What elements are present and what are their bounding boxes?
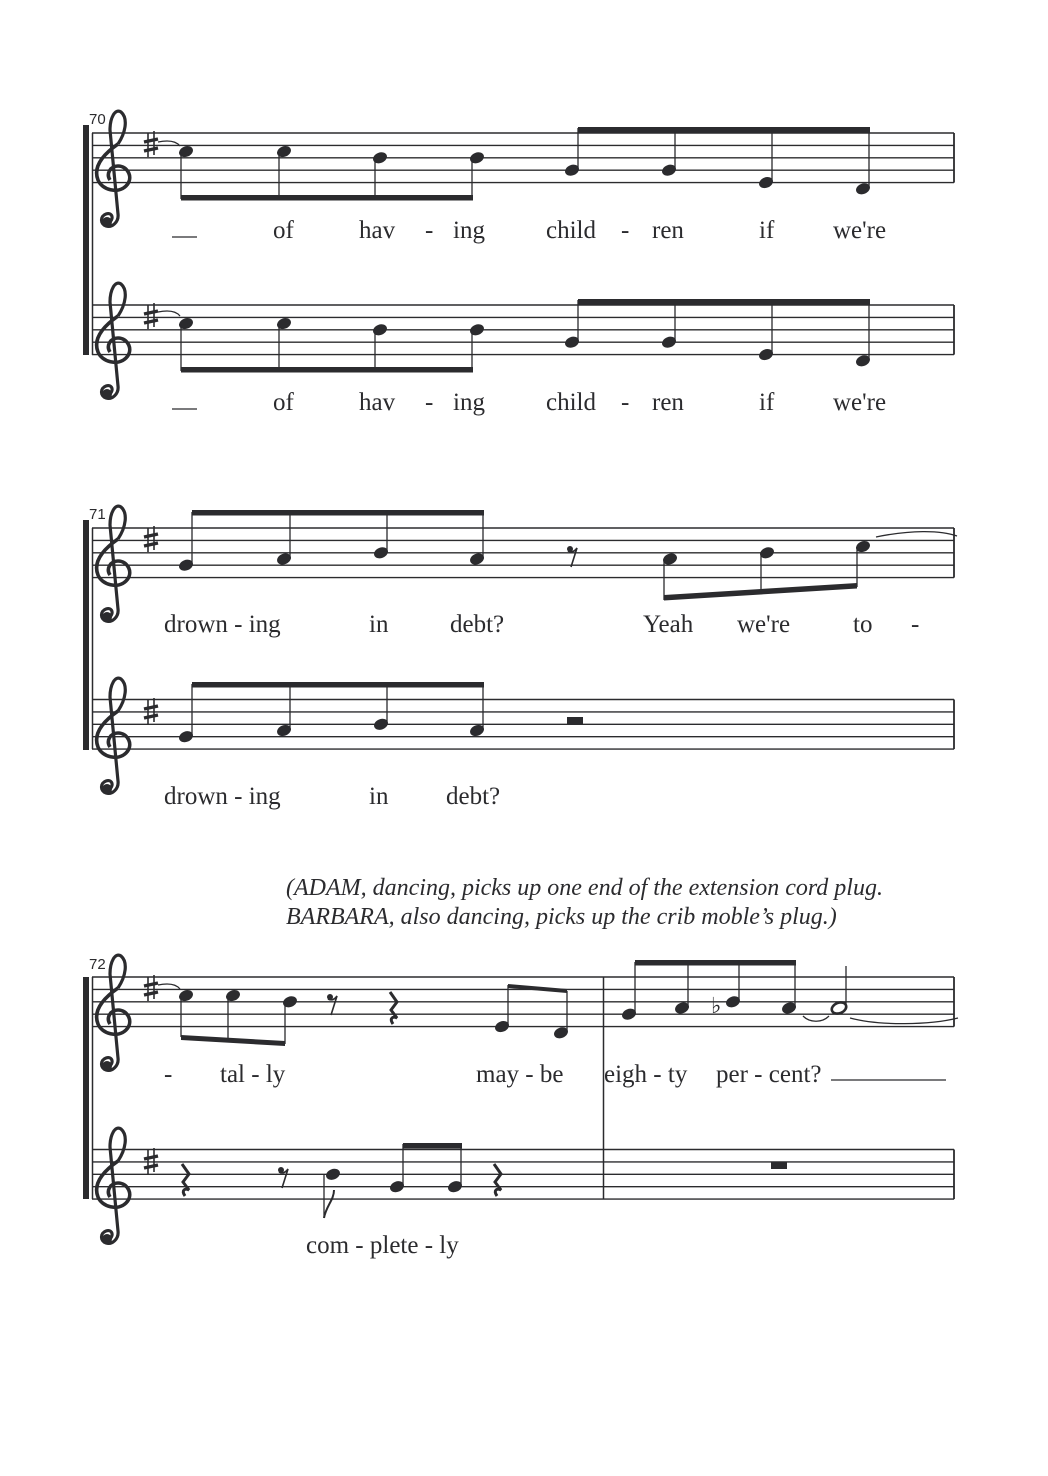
key-signature-sharp-icon <box>144 303 158 329</box>
svg-text:debt?: debt? <box>450 611 505 638</box>
treble-clef-icon <box>97 506 130 622</box>
svg-text:child: child <box>546 389 596 416</box>
tie <box>158 984 180 989</box>
measure-number: 71 <box>89 506 106 523</box>
svg-text:we're: we're <box>833 389 887 416</box>
svg-text:in: in <box>369 611 389 638</box>
svg-text:hav: hav <box>359 217 396 244</box>
lyrics-alto <box>172 389 886 416</box>
measure-number: 70 <box>89 111 106 128</box>
svg-text:if: if <box>759 217 775 244</box>
svg-text:to: to <box>853 611 873 638</box>
svg-text:-: - <box>911 611 920 638</box>
half-note <box>830 1000 848 1015</box>
svg-text:ren: ren <box>652 389 684 416</box>
notes <box>177 960 958 1046</box>
staff-alto <box>92 1150 954 1200</box>
notes <box>177 299 871 373</box>
notes <box>182 1143 787 1218</box>
svg-text:tal - ly: tal - ly <box>220 1061 286 1088</box>
eighth-rest-icon <box>327 994 337 1015</box>
lyrics-alto <box>164 783 500 810</box>
system-bracket <box>83 520 89 750</box>
flat-icon: ♭ <box>711 994 722 1019</box>
svg-text:-: - <box>621 217 630 244</box>
stage-direction <box>286 874 883 932</box>
svg-text:drown - ing: drown - ing <box>164 783 281 810</box>
staff-alto <box>92 700 954 750</box>
svg-text:may - be: may - be <box>476 1061 564 1088</box>
key-signature-sharp-icon <box>144 1148 158 1174</box>
staff-soprano <box>92 133 954 183</box>
svg-text:com - plete - ly: com - plete - ly <box>306 1232 459 1259</box>
lyrics-soprano <box>164 611 919 638</box>
svg-text:-: - <box>164 1061 173 1088</box>
svg-text:-: - <box>621 389 630 416</box>
notes <box>177 682 583 744</box>
svg-text:we're: we're <box>737 611 791 638</box>
quarter-rest-icon <box>494 1164 501 1196</box>
svg-text:ren: ren <box>652 217 684 244</box>
eighth-rest-icon <box>278 1167 288 1188</box>
svg-text:Yeah: Yeah <box>643 611 694 638</box>
staff-alto <box>92 305 954 355</box>
svg-text:in: in <box>369 783 389 810</box>
system-bracket <box>83 125 89 355</box>
svg-text:-: - <box>425 389 434 416</box>
eighth-rest-icon <box>567 546 577 567</box>
system-bracket <box>83 977 89 1199</box>
lyrics-alto <box>306 1232 459 1259</box>
lyrics-soprano <box>164 1061 946 1088</box>
key-signature-sharp-icon <box>144 526 158 552</box>
svg-text:ing: ing <box>453 389 485 416</box>
svg-text:ing: ing <box>453 217 485 244</box>
tie <box>876 532 957 537</box>
treble-clef-icon <box>97 283 130 399</box>
lyrics-soprano <box>172 217 886 244</box>
stage-direction-line-1: (ADAM, dancing, picks up one end of the extension cord plug. <box>286 875 883 901</box>
system-3 <box>83 955 958 1259</box>
measure-number: 72 <box>89 956 106 973</box>
treble-clef-icon <box>97 111 130 227</box>
key-signature-sharp-icon <box>144 131 158 157</box>
tie <box>158 311 180 316</box>
svg-text:debt?: debt? <box>446 783 501 810</box>
quarter-rest-icon <box>182 1164 189 1196</box>
whole-rest-icon <box>771 1162 787 1169</box>
notes <box>177 510 957 601</box>
svg-text:eigh - ty: eigh - ty <box>604 1061 688 1088</box>
svg-text:if: if <box>759 389 775 416</box>
stage-direction-line-2: BARBARA, also dancing, picks up the crib moble’s plug.) <box>286 904 837 930</box>
svg-text:per - cent?: per - cent? <box>716 1061 822 1088</box>
system-2 <box>83 506 957 810</box>
tie <box>850 1018 958 1024</box>
svg-text:child: child <box>546 217 596 244</box>
svg-text:of: of <box>273 217 294 244</box>
svg-text:hav: hav <box>359 389 396 416</box>
system-1 <box>83 111 954 416</box>
notes <box>177 127 871 201</box>
svg-text:-: - <box>425 217 434 244</box>
quarter-rest-icon <box>390 992 397 1024</box>
svg-text:drown - ing: drown - ing <box>164 611 281 638</box>
svg-text:of: of <box>273 389 294 416</box>
key-signature-sharp-icon <box>144 975 158 1001</box>
half-rest-icon <box>567 717 583 724</box>
svg-text:we're: we're <box>833 217 887 244</box>
tie <box>803 1016 829 1021</box>
staff-soprano <box>92 528 954 578</box>
key-signature-sharp-icon <box>144 698 158 724</box>
